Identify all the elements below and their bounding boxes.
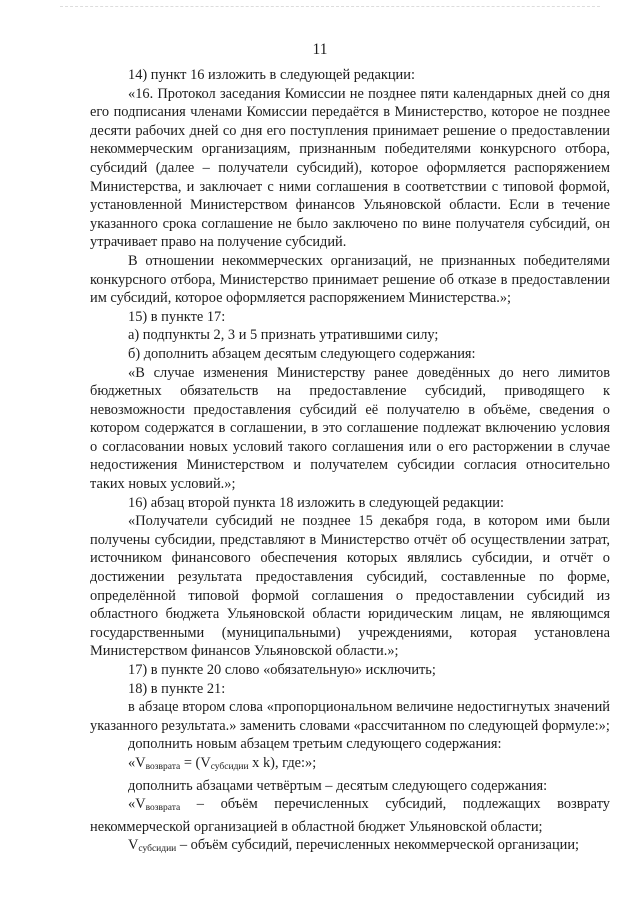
paragraph-11: 18) в пункте 21: [128,680,226,697]
paragraph-4: 15) в пункте 17: [128,308,226,325]
formula-close: x k), где:»; [248,754,317,771]
paragraph-10: 17) в пункте 20 слово «обязательную» исключить; [128,662,436,678]
paragraph-12: в абзаце втором слова «пропорциональном величине недостигнутых значений указанного результата.» заменить словами «рассчитанном по следующей формуле:»; [90,699,610,734]
definition-v-subsidy-symbol: V [128,837,139,854]
formula-line [90,754,610,777]
definition-v-return [90,795,610,836]
paragraph-1: 14) пункт 16 изложить в следующей редакции: [128,67,415,83]
definition-v-subsidy [90,836,610,859]
definition-v-subsidy-text: – объём субсидий, перечисленных некоммерческой организации; [176,837,580,854]
paragraph-2: «16. Протокол заседания Комиссии не позднее пяти календарных дней со дня его подписания членами Комиссии передаётся в Министерство, которое не позднее десяти рабочих дней со дня его поступления принимает решение о предоставлении некоммерческим организациям, признанным победителями конкурсного отбора, субсидий (далее – получатели субсидий), которое оформляется распоряжением Министерства, и заключает с ними соглашения в соответствии с типовой формой, установленной Министерством финансов Ульяновской области. Если в течение указанного срока соглашение не было заключено по вине получателя субсидий, он утрачивает право на получение субсидий. [90,85,610,251]
paragraph-3: В отношении некоммерческих организаций, не признанных победителями конкурсного отбора, Министерство принимает решение об отказе в предоставлении им субсидий, которое оформляется распоряжением Министерства.»; [90,252,610,307]
paragraph-7: «В случае изменения Министерству ранее доведённых до него лимитов бюджетных обязательств на предоставление субсидий, приводящего к невозможности предоставления субсидий её получателю в объёме, сведения о котором содержатся в соглашении, в это соглашение подлежат включению условия о согласовании новых условий такого соглашения или о его расторжении в случае недостижения Министерством и получателем субсидии согласия относительно таких новых условий.»; [90,364,610,493]
page-number: 11 [312,41,328,58]
formula-middle: = (V [180,754,211,771]
definition-v-return-text: – объём перечисленных субсидий, подлежащих возврату некоммерческой организацией в областной бюджет Ульяновской области; [90,796,610,835]
paragraph-9: «Получатели субсидий не позднее 15 декабря года, в котором ими были получены субсидии, представляют в Министерство отчёт об осуществлении затрат, источником финансового обеспечения которых являлись субсидии, и отчёт о достижении результата предоставления субсидий, составленные по форме, определённой типовой формой соглашения о предоставлении субсидий из областного бюджета Ульяновской области юридическим лицам, не являющимся государственными (муниципальными) учреждениями, которая установлена Министерством финансов Ульяновской области.»; [90,513,610,660]
scan-edge-artifact [60,6,600,11]
paragraph-14: дополнить абзацами четвёртым – десятым следующего содержания: [128,777,548,794]
definition-v-return-symbol: «V [128,796,146,813]
formula-subscript-subsidy: субсидии [210,761,249,772]
definition-v-return-subscript: возврата [145,803,181,814]
formula-open: «V [128,754,146,771]
document-body [90,66,610,859]
paragraph-8: 16) абзац второй пункта 18 изложить в следующей редакции: [128,494,505,511]
formula-subscript-return: возврата [145,761,181,772]
paragraph-6: б) дополнить абзацем десятым следующего содержания: [128,345,476,362]
definition-v-subsidy-subscript: субсидии [138,844,177,855]
paragraph-13: дополнить новым абзацем третьим следующего содержания: [128,736,502,753]
paragraph-5: а) подпункты 2, 3 и 5 признать утратившими силу; [128,327,439,344]
